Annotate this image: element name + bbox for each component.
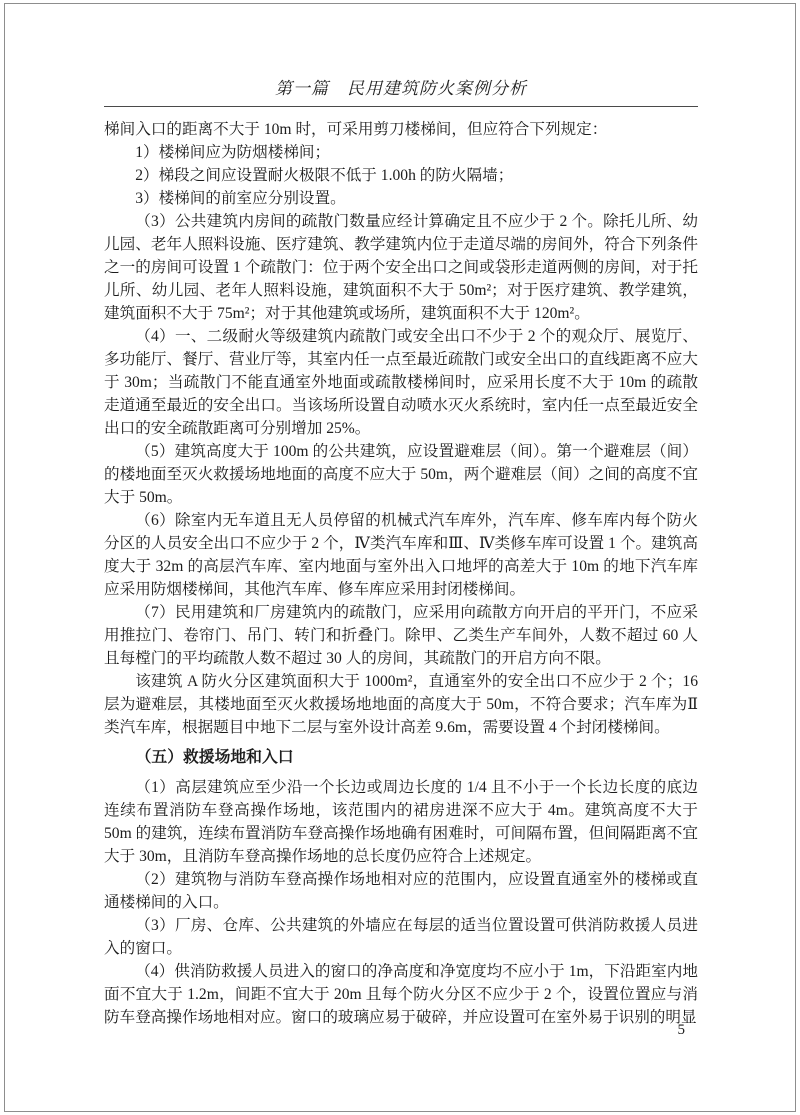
page-number: 5 [677,1022,685,1038]
running-header: 第一篇 民用建筑防火案例分析 [275,79,527,98]
paragraph: 1）楼梯间应为防烟楼梯间； [135,144,331,161]
page-content [104,0,698,1029]
paragraph: （7）民用建筑和厂房建筑内的疏散门，应采用向疏散方向开启的平开门，不应采用推拉门、卷帘门、吊门、转门和折叠门。除甲、乙类生产车间外，人数不超过 60 人且每樘门的平均疏散人数不超过 30 人的房间，其疏散门的开启方向不限。 [104,604,698,667]
paragraph: （1）高层建筑应至少沿一个长边或周边长度的 1/4 且不小于一个长边长度的底边连续布置消防车登高操作场地，该范围内的裙房进深不应大于 4m。建筑高度不大于 50m 的建筑，连续布置消防车登高操作场地确有困难时，可间隔布置，但间隔距离不宜大于 30m，且消防车登高操作场地的总长度仍应符合上述规定。 [104,779,698,865]
paragraph: （5）建筑高度大于 100m 的公共建筑，应设置避难层（间）。第一个避难层（间）的楼地面至灭火救援场地地面的高度不应大于 50m，两个避难层（间）之间的高度不宜大于 50m。 [104,443,698,506]
section-heading: （五）救援场地和入口 [135,749,294,766]
paragraph: （4）一、二级耐火等级建筑内疏散门或安全出口不少于 2 个的观众厅、展览厅、多功能厅、餐厅、营业厅等，其室内任一点至最近疏散门或安全出口的直线距离不应大于 30m；当疏散门不能直通室外地面或疏散楼梯间时，应采用长度不大于 10m 的疏散走道通至最近的安全出口。当该场所设置自动喷水灭火系统时，室内任一点至最近安全出口的安全疏散距离可分别增加 25%。 [104,328,698,437]
paragraph: 3）楼梯间的前室应分别设置。 [135,190,346,207]
header-rule [104,106,698,107]
body-text [104,118,698,1029]
paragraph: 梯间入口的距离不大于 10m 时，可采用剪刀楼梯间，但应符合下列规定： [104,121,608,138]
paragraph: （6）除室内无车道且无人员停留的机械式汽车库外，汽车库、修车库内每个防火分区的人员安全出口不应少于 2 个，Ⅳ类汽车库和Ⅲ、Ⅳ类修车库可设置 1 个。建筑高度大于 32m 的高层汽车库、室内地面与室外出入口地坪的高差大于 10m 的地下汽车库应采用防烟楼梯间，其他汽车库、修车库应采用封闭楼梯间。 [104,512,698,598]
paragraph: （4）供消防救援人员进入的窗口的净高度和净宽度均不应小于 1m，下沿距室内地面不宜大于 1.2m，间距不宜大于 20m 且每个防火分区不应少于 2 个，设置位置应与消防车登高操作场地相对应。窗口的玻璃应易于破碎，并应设置可在室外易于识别的明显 [104,963,698,1026]
paragraph: 2）梯段之间应设置耐火极限不低于 1.00h 的防火隔墙； [135,167,514,184]
paragraph: 该建筑 A 防火分区建筑面积大于 1000m²，直通室外的安全出口不应少于 2 个；16 层为避难层，其楼地面至灭火救援场地地面的高度大于 50m，不符合要求；汽车库为Ⅱ类汽车库，根据题目中地下二层与室外设计高差 9.6m，需要设置 4 个封闭楼梯间。 [104,673,698,736]
paragraph: （3）厂房、仓库、公共建筑的外墙应在每层的适当位置设置可供消防救援人员进入的窗口。 [104,917,698,957]
paragraph: （2）建筑物与消防车登高操作场地相对应的范围内，应设置直通室外的楼梯或直通楼梯间的入口。 [104,871,698,911]
paragraph: （3）公共建筑内房间的疏散门数量应经计算确定且不应少于 2 个。除托儿所、幼儿园、老年人照料设施、医疗建筑、教学建筑内位于走道尽端的房间外，符合下列条件之一的房间可设置 1 个疏散门：位于两个安全出口之间或袋形走道两侧的房间，对于托儿所、幼儿园、老年人照料设施，建筑面积不大于 50m²；对于医疗建筑、教学建筑，建筑面积不大于 75m²；对于其他建筑或场所，建筑面积不大于 120m²。 [104,213,698,322]
